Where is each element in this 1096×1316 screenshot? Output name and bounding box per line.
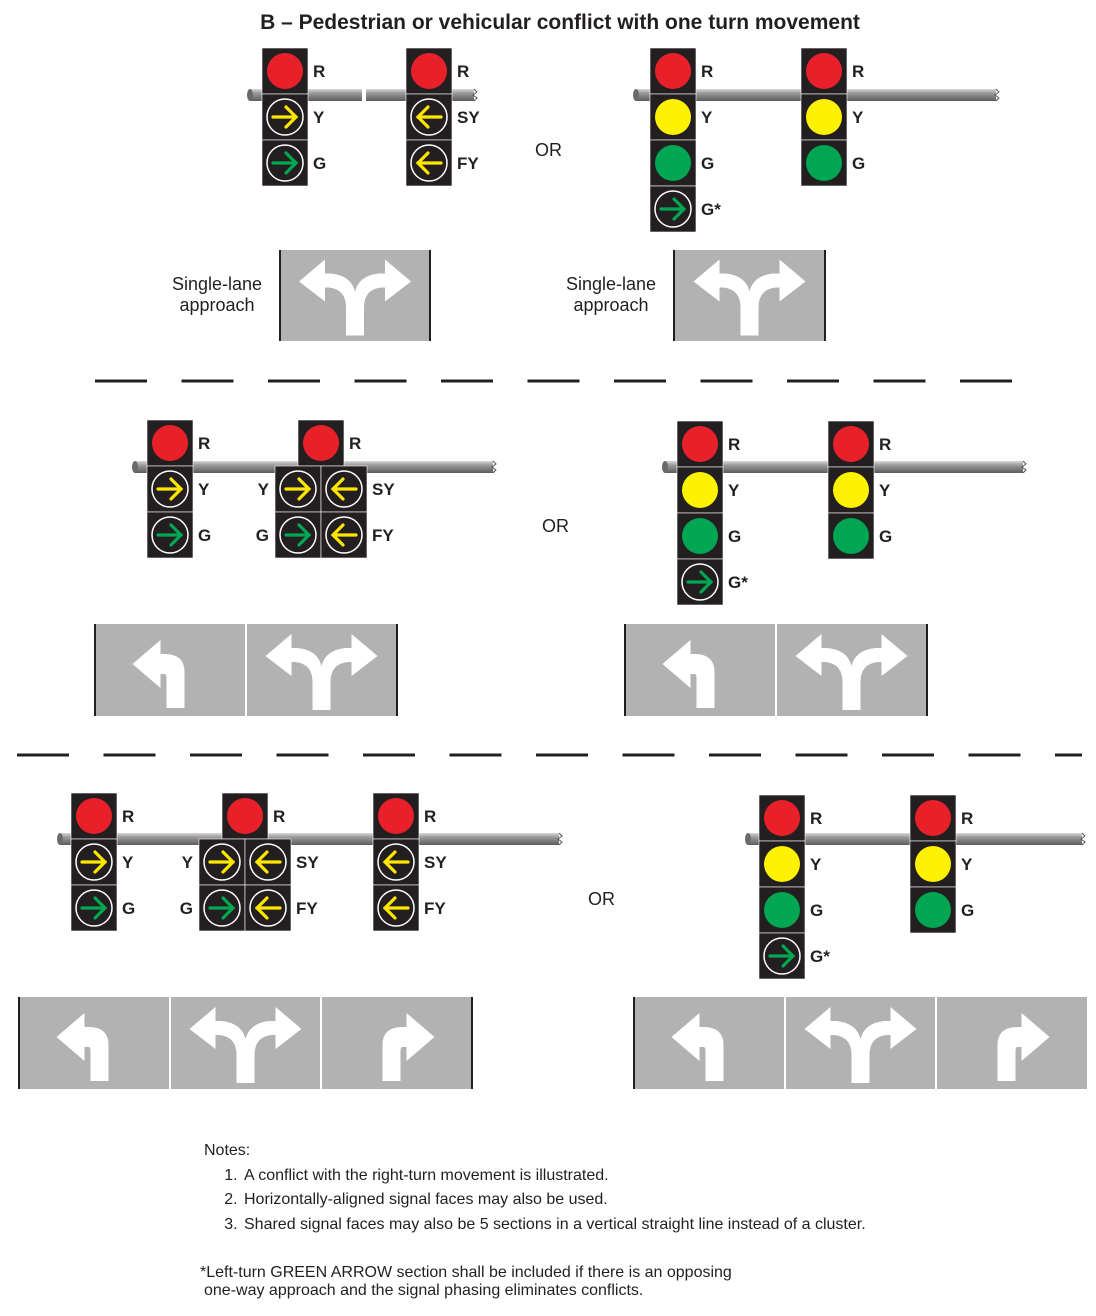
section-label: Y: [810, 855, 822, 874]
signal-section: [759, 887, 805, 933]
yellow-ball-lens: [806, 99, 842, 135]
signal-section: [147, 466, 193, 512]
signal-section: [373, 885, 419, 931]
signal-section: [677, 513, 723, 559]
notes-heading: Notes:: [204, 1142, 251, 1159]
section-label: R: [122, 807, 135, 826]
section-label: FY: [457, 154, 479, 173]
section-label: R: [701, 62, 714, 81]
section-label: FY: [424, 899, 446, 918]
section-label: R: [728, 435, 741, 454]
red-ball-lens: [411, 53, 447, 89]
signal-section: [321, 466, 367, 512]
signal-section: [373, 839, 419, 885]
signal-section: [406, 48, 452, 94]
signal-section: [147, 420, 193, 466]
mast-arm-end: [247, 89, 253, 101]
section-label: Y: [852, 108, 864, 127]
red-ball-lens: [267, 53, 303, 89]
section-label: G: [122, 899, 136, 918]
approach-lanes: [625, 624, 927, 716]
notes-list: [204, 1164, 866, 1238]
green-ball-lens: [833, 518, 869, 554]
note-item: 2. Horizontally-aligned signal faces may also be used.: [242, 1188, 866, 1213]
mast-arm-end: [633, 89, 639, 101]
section-label: R: [349, 434, 362, 453]
section-label: G: [810, 901, 824, 920]
signal-section: [910, 887, 956, 933]
signal-section: [677, 467, 723, 513]
approach-label-left: [158, 274, 276, 316]
section-label: G: [313, 154, 327, 173]
signal-section: [910, 795, 956, 841]
signal-section: [759, 933, 805, 979]
approach-label-line1: Single-lane: [171, 274, 263, 294]
signal-section: [71, 839, 117, 885]
section-label: SY: [372, 480, 395, 499]
mast-arm-end: [57, 833, 63, 845]
section-label: R: [852, 62, 865, 81]
section-label: R: [198, 434, 211, 453]
red-ball-lens: [152, 425, 188, 461]
section-label: R: [313, 62, 326, 81]
section-label: R: [810, 809, 823, 828]
signal-section: [759, 795, 805, 841]
signal-section: [373, 793, 419, 839]
section-label: Y: [879, 481, 891, 500]
red-ball-lens: [655, 53, 691, 89]
signal-section: [245, 885, 291, 931]
green-ball-lens: [682, 518, 718, 554]
section-label: Y: [701, 108, 713, 127]
section-label: G*: [810, 947, 830, 966]
red-ball-lens: [682, 426, 718, 462]
green-ball-lens: [806, 145, 842, 181]
signal-section: [298, 420, 344, 466]
footnote: [200, 1264, 732, 1300]
yellow-ball-lens: [764, 846, 800, 882]
signal-section: [222, 793, 268, 839]
approach-lanes: [280, 250, 430, 341]
signal-section: [828, 421, 874, 467]
approach-lanes: [19, 997, 472, 1089]
section-label: SY: [424, 853, 447, 872]
red-ball-lens: [303, 425, 339, 461]
signal-section: [275, 512, 321, 558]
signal-section: [321, 512, 367, 558]
signal-section: [650, 140, 696, 186]
signal-section: [199, 839, 245, 885]
section-label: SY: [296, 853, 319, 872]
section-label: G: [255, 526, 269, 545]
section-label: R: [424, 807, 437, 826]
diagram-title: B – Pedestrian or vehicular conflict with one turn movement: [260, 11, 860, 34]
mast-arm: [60, 833, 559, 845]
mast-arm-end: [662, 461, 668, 473]
section-label: R: [961, 809, 974, 828]
red-ball-lens: [227, 798, 263, 834]
section-label: R: [457, 62, 470, 81]
section-label: Y: [198, 480, 210, 499]
footnote-line2: one-way approach and the signal phasing eliminates conflicts.: [204, 1282, 644, 1299]
signal-section: [801, 48, 847, 94]
section-label: R: [879, 435, 892, 454]
signal-section: [147, 512, 193, 558]
signal-section: [406, 140, 452, 186]
section-label: Y: [257, 480, 269, 499]
signal-section: [759, 841, 805, 887]
yellow-ball-lens: [682, 472, 718, 508]
signal-section: [262, 48, 308, 94]
section-label: Y: [961, 855, 973, 874]
signal-section: [650, 94, 696, 140]
green-ball-lens: [655, 145, 691, 181]
section-label: G: [701, 154, 715, 173]
signal-section: [262, 140, 308, 186]
red-ball-lens: [378, 798, 414, 834]
mast-arm-end: [745, 833, 751, 845]
section-label: G: [179, 899, 193, 918]
footnote-line1: *Left-turn GREEN ARROW section shall be included if there is an opposing: [200, 1264, 732, 1281]
signal-section: [199, 885, 245, 931]
red-ball-lens: [764, 800, 800, 836]
signal-section: [801, 140, 847, 186]
approach-label-line2: approach: [179, 295, 255, 315]
section-label: G: [728, 527, 742, 546]
section-label: R: [273, 807, 286, 826]
notes-block: [204, 1139, 866, 1237]
approach-lanes: [95, 624, 397, 716]
section-label: Y: [313, 108, 325, 127]
approach-lanes: [634, 997, 1087, 1089]
red-ball-lens: [76, 798, 112, 834]
section-label: Y: [122, 853, 134, 872]
green-ball-lens: [915, 892, 951, 928]
approach-lanes: [674, 250, 825, 341]
section-label: G: [852, 154, 866, 173]
section-label: FY: [372, 526, 394, 545]
signal-section: [910, 841, 956, 887]
or-label-row2: OR: [542, 516, 569, 536]
signal-section: [650, 186, 696, 232]
signal-section: [801, 94, 847, 140]
red-ball-lens: [915, 800, 951, 836]
yellow-ball-lens: [833, 472, 869, 508]
or-label-row1: OR: [535, 140, 562, 160]
section-label: G: [961, 901, 975, 920]
signal-section: [71, 793, 117, 839]
approach-label-right: [552, 274, 670, 316]
signal-section: [275, 466, 321, 512]
note-item: 1. A conflict with the right-turn movement is illustrated.: [242, 1164, 866, 1189]
section-label: G: [198, 526, 212, 545]
section-label: Y: [181, 853, 193, 872]
green-ball-lens: [764, 892, 800, 928]
signal-section: [650, 48, 696, 94]
signal-section: [828, 513, 874, 559]
section-label: Y: [728, 481, 740, 500]
red-ball-lens: [806, 53, 842, 89]
approach-label-line2: approach: [573, 295, 649, 315]
signal-section: [828, 467, 874, 513]
signal-section: [71, 885, 117, 931]
signal-section: [262, 94, 308, 140]
section-label: G: [879, 527, 893, 546]
signal-section: [406, 94, 452, 140]
approach-label-line1: Single-lane: [565, 274, 657, 294]
note-item: 3. Shared signal faces may also be 5 sections in a vertical straight line instead of a cluster.: [242, 1213, 866, 1238]
signal-section: [677, 421, 723, 467]
section-label: G*: [701, 200, 721, 219]
red-ball-lens: [833, 426, 869, 462]
yellow-ball-lens: [655, 99, 691, 135]
section-label: SY: [457, 108, 480, 127]
or-label-row3: OR: [588, 889, 615, 909]
yellow-ball-lens: [915, 846, 951, 882]
section-label: G*: [728, 573, 748, 592]
signal-section: [677, 559, 723, 605]
signal-section: [245, 839, 291, 885]
mast-arm-end: [132, 461, 138, 473]
section-label: FY: [296, 899, 318, 918]
